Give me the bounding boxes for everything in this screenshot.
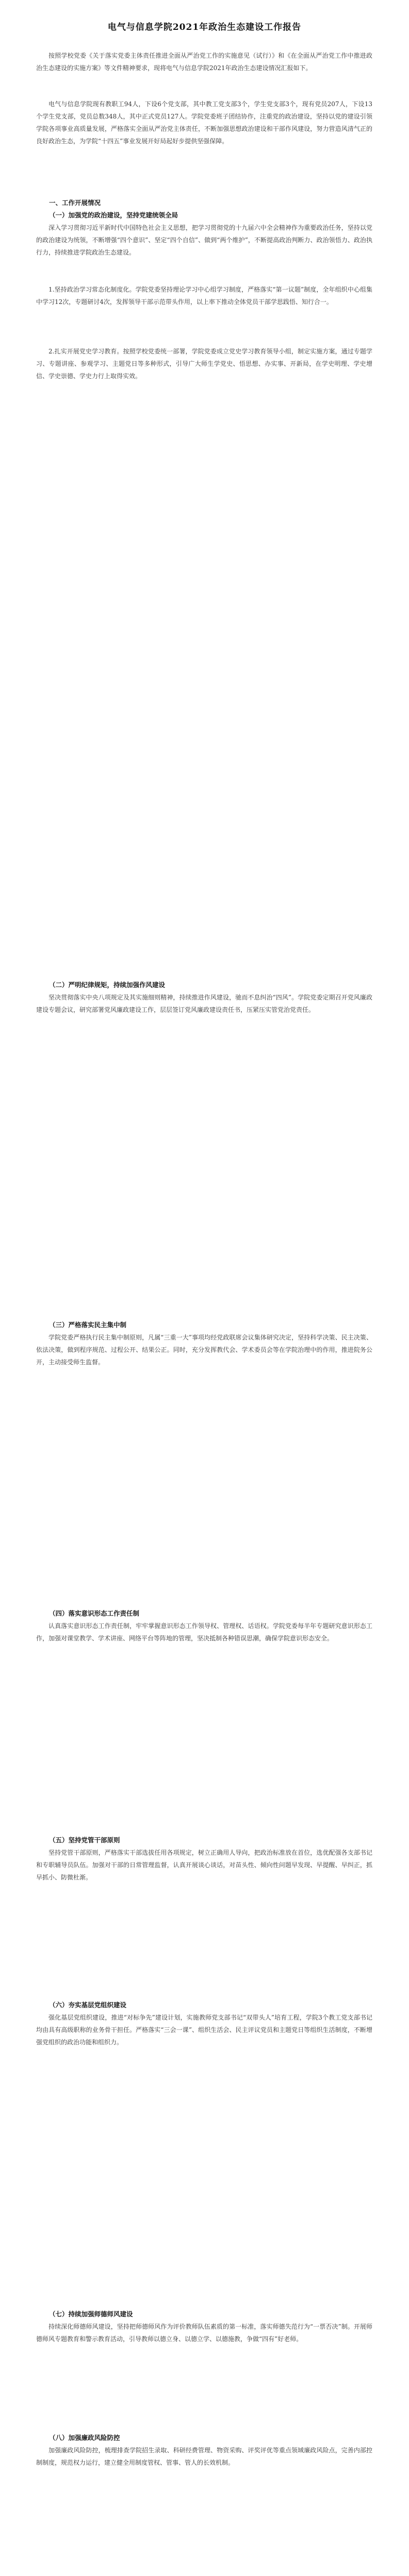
section-heading-1: 一、工作开展情况 <box>49 199 101 207</box>
subsection-heading-4: （四）落实意识形态工作责任制 <box>49 1609 140 1617</box>
body-paragraph: 学院党委严格执行民主集中制原则，凡属“三重一大”事项均经党政联席会议集体研究决定，坚持科学决策、民主决策、依法决策，做到程序规范、过程公开、结果公正。同时，充分发挥教代会、学术委员会等在学院治理中的作用，推进院务公开，主动接受师生监督。 <box>36 1334 372 1366</box>
subsection-heading-7: （七）持续加强师德师风建设 <box>49 2310 133 2318</box>
subsection-heading-2: （二）严明纪律规矩，持续加强作风建设 <box>49 981 166 989</box>
subsection-heading-6: （六）夯实基层党组织建设 <box>49 2001 127 2009</box>
subsection-heading-3: （三）严格落实民主集中制 <box>49 1321 127 1329</box>
body-paragraph: 2.扎实开展党史学习教育。按照学校党委统一部署，学院党委成立党史学习教育领导小组，制定实施方案，通过专题学习、专题讲座、参观学习、主题党日等多种形式，引导广大师生学党史、悟思想、办实事、开新局，在学史明理、学史增信、学史崇德、学史力行上取得实效。 <box>36 348 372 380</box>
body-paragraph: 坚持党管干部原则，严格落实干部选拔任用各项规定，树立正确用人导向，把政治标准放在首位，选优配强各支部书记和专职辅导员队伍。加强对干部的日常管理监督，认真开展谈心谈话，对苗头性、倾向性问题早发现、早提醒、早纠正，抓早抓小、防微杜渐。 <box>36 1849 372 1881</box>
body-paragraph: 认真落实意识形态工作责任制，牢牢掌握意识形态工作领导权、管理权、话语权。学院党委每半年专题研究意识形态工作，加强对课堂教学、学术讲座、网络平台等阵地的管理，坚决抵制各种错误思潮，确保学院意识形态安全。 <box>36 1622 372 1642</box>
body-paragraph: 加强廉政风险防控，梳理排查学院招生录取、科研经费管理、物资采购、评奖评优等重点领域廉政风险点，完善内部控制制度，规范权力运行，建立健全用制度管权、管事、管人的长效机制。 <box>36 2447 372 2466</box>
body-paragraph: 坚决贯彻落实中央八项规定及其实施细则精神，持续推进作风建设，驰而不息纠治“四风”。学院党委定期召开党风廉政建设专题会议，研究部署党风廉政建设工作，层层签订党风廉政建设责任书，压紧压实管党治党责任。 <box>36 994 372 1013</box>
subsection-heading-5: （五）坚持党管干部原则 <box>49 1836 120 1844</box>
subsection-heading-8: （八）加强廉政风险防控 <box>49 2434 120 2442</box>
body-paragraph: 强化基层党组织建设，推进“对标争先”建设计划，实施教师党支部书记“双带头人”培育工程，学院3个教工党支部书记均由具有高级职称的业务骨干担任。严格落实“三会一课”、组织生活会、民主评议党员和主题党日等组织生活制度，不断增强党组织的政治功能和组织力。 <box>36 2014 372 2046</box>
body-paragraph: 1.坚持政治学习常态化制度化。学院党委坚持理论学习中心组学习制度，严格落实“第一议题”制度，全年组织中心组集中学习12次，专题研讨4次，发挥领导干部示范带头作用，以上率下推动全体党员干部学思践悟、知行合一。 <box>36 286 372 306</box>
body-paragraph: 持续深化师德师风建设，坚持把师德师风作为评价教师队伍素质的第一标准，落实师德失范行为“一票否决”制。开展师德师风专题教育和警示教育活动，引导教师以德立身、以德立学、以德施教，争做“四有”好老师。 <box>36 2323 372 2343</box>
subsection-heading-1: （一）加强党的政治建设，坚持党建统领全局 <box>49 211 178 219</box>
overview-paragraph: 电气与信息学院现有教职工94人，下设6个党支部，其中教工党支部3个，学生党支部3个，现有党员207人，下设13个学生党支部，党员总数348人，其中正式党员127人。学院党委班子团结协作，注重党的政治建设，坚持以党的建设引领学院各项事业高质量发展，严格落实全面从严治党主体责任，不断加强思想政治建设和干部作风建设，努力营造风清气正的良好政治生态，为学院“十四五”事业发展开好局起好步提供坚强保障。 <box>36 100 372 145</box>
document-title: 电气与信息学院2021年政治生态建设工作报告 <box>107 22 302 32</box>
intro-paragraph: 按照学校党委《关于落实党委主体责任推进全面从严治党工作的实施意见（试行）》和《在全面从严治党工作中推进政治生态建设的实施方案》等文件精神要求，现将电气与信息学院2021年政治生态建设情况汇报如下。 <box>36 52 372 72</box>
body-paragraph: 深入学习贯彻习近平新时代中国特色社会主义思想，把学习贯彻党的十九届六中全会精神作为重要政治任务，坚持以党的政治建设为统领，不断增强“四个意识”、坚定“四个自信”、做到“两个维护”，不断提高政治判断力、政治领悟力、政治执行力，持续推进学院政治生态建设。 <box>36 224 372 256</box>
